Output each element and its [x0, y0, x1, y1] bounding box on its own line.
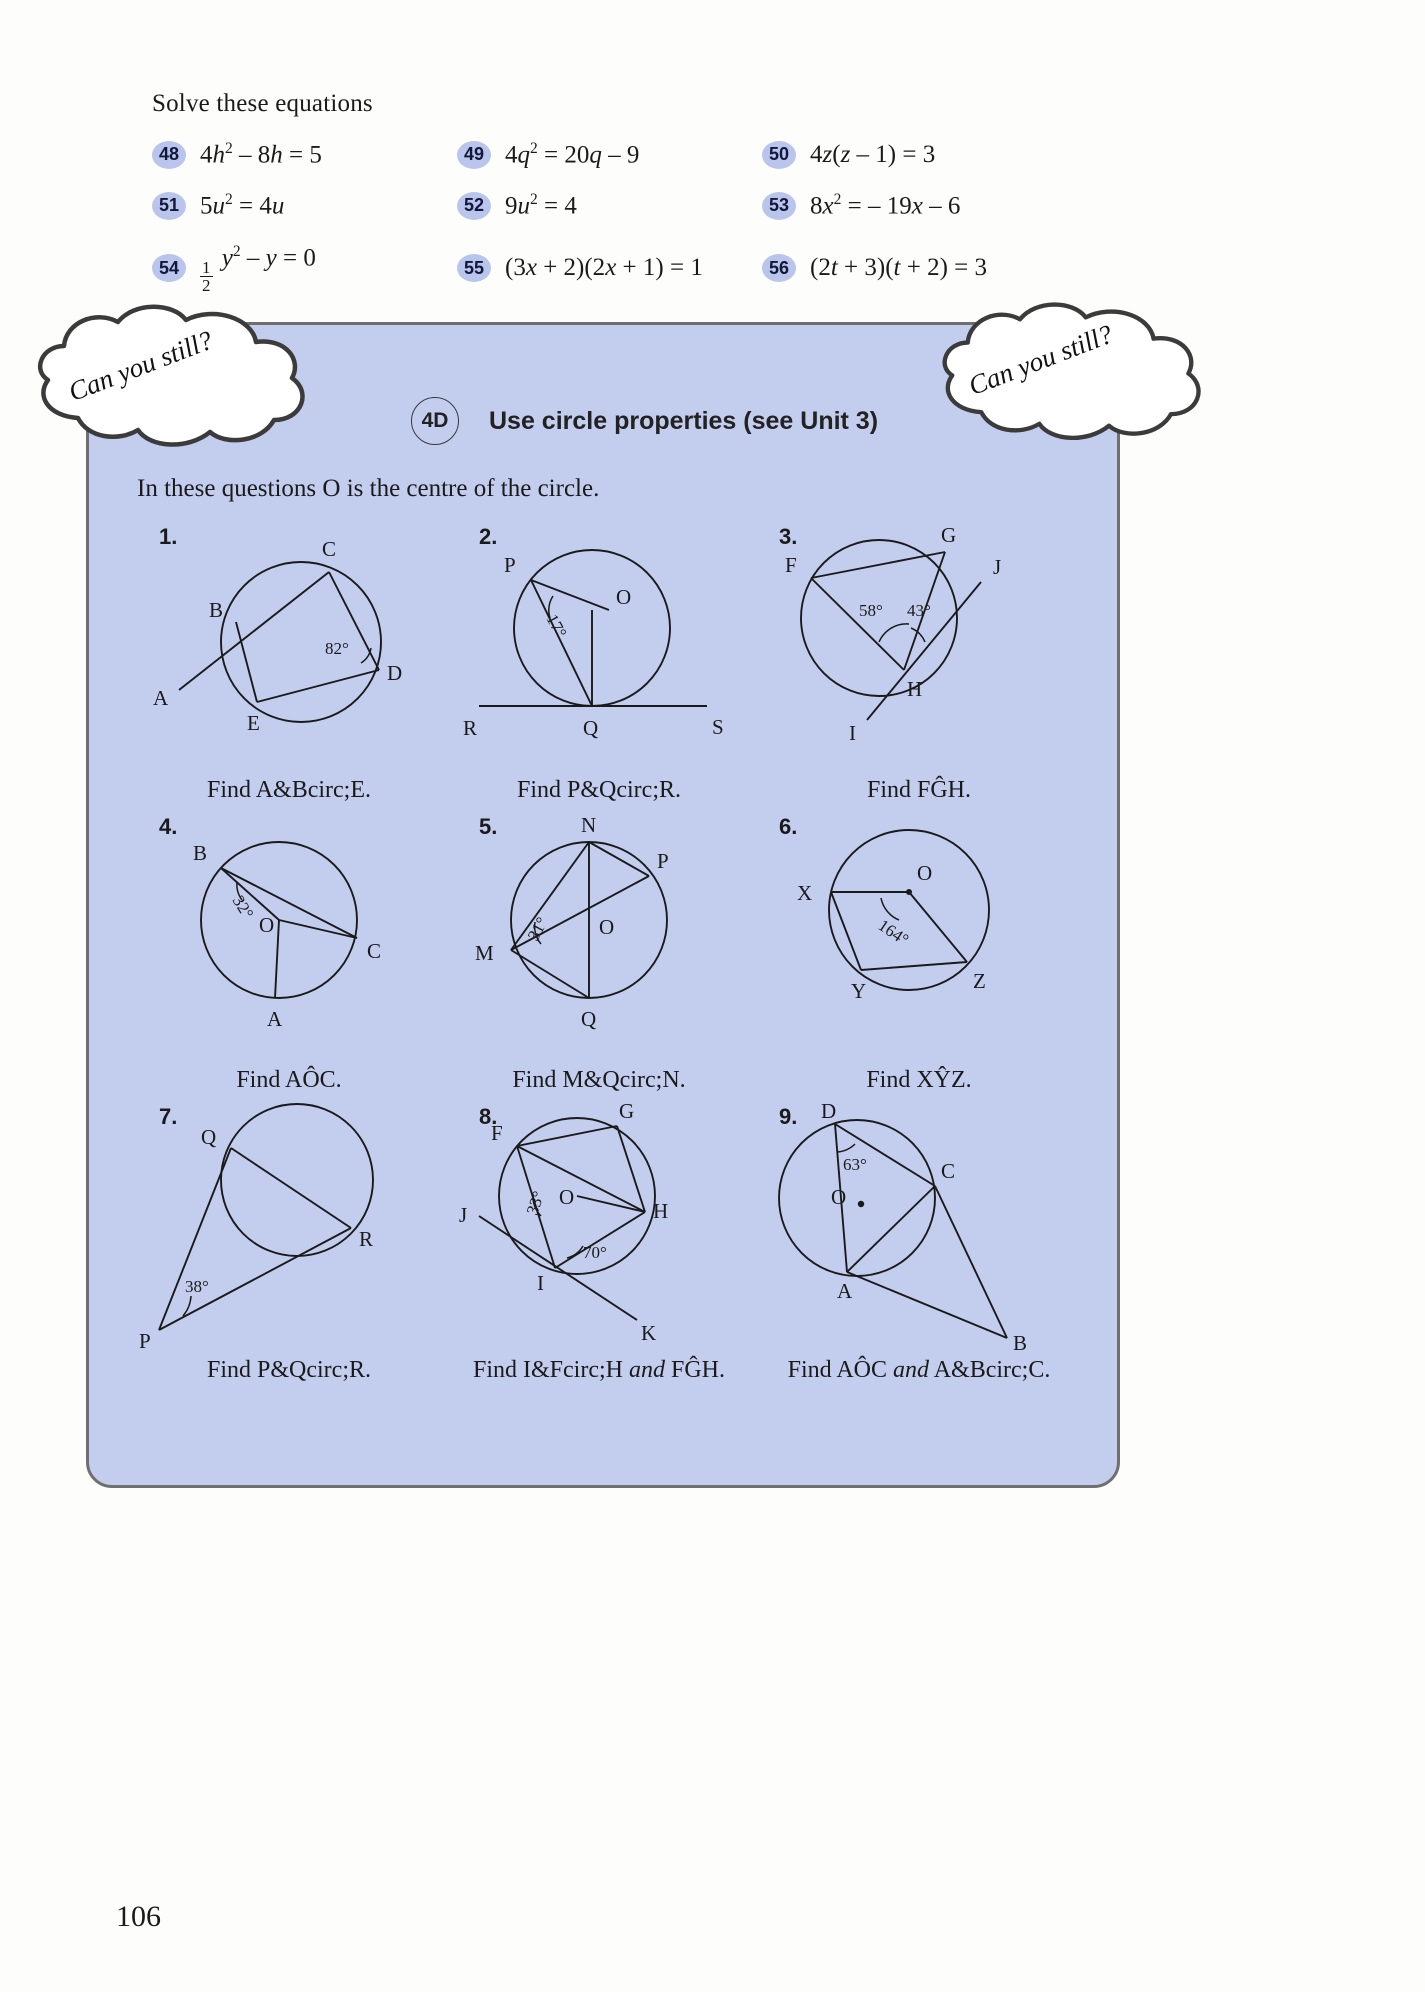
point-label: E: [247, 711, 260, 735]
diagram-1: [129, 520, 449, 770]
equations-section: [152, 90, 1212, 294]
question-caption: Find A&Bcirc;E.: [207, 777, 371, 803]
point-label: X: [797, 881, 813, 905]
point-label: A: [837, 1279, 853, 1303]
diagram-4: [129, 810, 449, 1060]
point-label: Q: [201, 1125, 217, 1149]
point-label: C: [367, 939, 382, 963]
questions-row: [129, 1100, 1089, 1390]
point-label: J: [993, 555, 1002, 579]
question-number: 8.: [479, 1104, 498, 1129]
equation-number: 48: [152, 141, 186, 169]
question-caption: Find FĜH.: [866, 777, 972, 803]
equation-expression: $4h^2 - 8h = 5$: [200, 140, 322, 169]
angle-label: 164°: [874, 915, 913, 950]
question-number: 5.: [479, 814, 498, 839]
angle-label: 82°: [325, 639, 349, 658]
point-label: M: [475, 941, 494, 965]
diagram-2: [449, 520, 749, 770]
equation-number: 53: [762, 192, 796, 220]
equation-number: 51: [152, 192, 186, 220]
point-label: Z: [973, 969, 986, 993]
cloud-text-right: Can you still?: [964, 318, 1117, 402]
equation-item: [152, 243, 457, 294]
point-label: O: [616, 585, 632, 609]
equation-expression: $8x^2$ = – 19x – 6: [810, 191, 961, 220]
cloud-text-left: Can you still?: [64, 324, 217, 408]
section-badge: 4D: [411, 397, 459, 445]
page-number: 106: [116, 1900, 161, 1933]
question-number: 9.: [779, 1104, 798, 1129]
point-label: P: [139, 1329, 151, 1352]
equation-item: [152, 140, 457, 169]
questions-row: [129, 520, 1089, 810]
question-caption: Find XŶZ.: [866, 1067, 972, 1093]
question-cell-6: [749, 810, 1089, 1100]
question-cell-8: [449, 1100, 749, 1390]
cloud-banner-left: [30, 300, 330, 455]
point-label: K: [641, 1321, 657, 1345]
point-label: Q: [581, 1007, 597, 1031]
question-cell-3: [749, 520, 1089, 810]
equation-expression: 4z(z – 1) = 3: [810, 140, 936, 168]
equation-number: 50: [762, 141, 796, 169]
section-title: Use circle properties (see Unit 3): [489, 406, 879, 435]
circle-properties-panel: [86, 322, 1120, 1488]
angle-label: 43°: [907, 601, 931, 620]
angle-label: 58°: [859, 601, 883, 620]
point-label: Q: [583, 716, 599, 740]
equation-item: [457, 140, 762, 169]
point-label: C: [322, 537, 337, 561]
point-label: P: [657, 849, 669, 873]
question-caption: Find P&Qcirc;R.: [516, 777, 681, 803]
equation-item: [457, 243, 762, 294]
question-cell-5: [449, 810, 749, 1100]
point-label: B: [193, 841, 208, 865]
point-label: O: [259, 913, 275, 937]
intro-text: In these questions O is the centre of the circle.: [137, 475, 600, 502]
equation-expression: $4q^2 = 20q - 9$: [505, 140, 640, 169]
diagram-5: [449, 810, 749, 1060]
equation-number: 54: [152, 254, 186, 282]
question-caption: Find AÔC.: [236, 1067, 342, 1093]
diagram-9: [749, 1100, 1089, 1352]
equation-expression: (2t + 3)(t + 2) = 3: [810, 254, 988, 282]
angle-label: 38°: [185, 1277, 209, 1296]
equation-item: [762, 243, 1082, 294]
equation-expression: $5u^2 = 4u$: [200, 191, 285, 220]
equation-expression: $9u^2 = 4$: [505, 191, 577, 220]
point-label: O: [559, 1185, 575, 1209]
equations-grid: [152, 140, 1212, 294]
point-label: Y: [851, 979, 867, 1003]
question-number: 1.: [159, 524, 178, 549]
point-label: S: [712, 715, 724, 739]
angle-label: 32°: [228, 892, 258, 923]
point-label: R: [359, 1227, 374, 1251]
section-header: [411, 397, 878, 445]
point-label: R: [463, 716, 478, 740]
point-label: A: [267, 1007, 283, 1031]
question-number: 6.: [779, 814, 798, 839]
equation-item: [152, 191, 457, 220]
equation-number: 56: [762, 254, 796, 282]
point-label: F: [785, 553, 797, 577]
question-cell-1: [129, 520, 449, 810]
point-label: J: [459, 1203, 468, 1227]
point-label: C: [941, 1159, 956, 1183]
point-label: I: [537, 1271, 544, 1295]
equation-item: [457, 191, 762, 220]
cloud-banner-right: [930, 298, 1230, 448]
point-label: G: [619, 1100, 635, 1123]
equation-expression: (3x + 2)(2x + 1) = 1: [505, 254, 703, 282]
question-caption: Find M&Qcirc;N.: [512, 1067, 686, 1093]
equation-item: [762, 191, 1082, 220]
questions-row: [129, 810, 1089, 1100]
point-label: D: [821, 1100, 837, 1123]
point-label: G: [941, 523, 957, 547]
questions-grid: [129, 520, 1089, 1390]
point-label: I: [849, 721, 856, 745]
question-cell-9: [749, 1100, 1089, 1390]
question-caption: Find P&Qcirc;R.: [206, 1357, 371, 1383]
point-label: H: [653, 1199, 669, 1223]
equation-item: [762, 140, 1082, 169]
equations-heading: Solve these equations: [152, 90, 373, 117]
point-label: A: [153, 686, 169, 710]
point-label: B: [1013, 1331, 1028, 1352]
angle-label: 17°: [542, 610, 571, 641]
equation-number: 49: [457, 141, 491, 169]
question-caption: Find I&Fcirc;H and FĜH.: [472, 1357, 725, 1383]
question-number: 7.: [159, 1104, 178, 1129]
angle-label: 70°: [583, 1243, 607, 1262]
equation-expression: $\frac{1}{2}$ $y^2 - y = 0$: [202, 242, 316, 295]
angle-label: 33°: [522, 1188, 549, 1218]
equation-number: 55: [457, 254, 491, 282]
point-label: O: [917, 861, 933, 885]
point-label: F: [491, 1121, 503, 1145]
diagram-3: [749, 520, 1089, 770]
point-label: O: [831, 1185, 847, 1209]
angle-label: 63°: [843, 1155, 867, 1174]
question-number: 4.: [159, 814, 178, 839]
diagram-8: [449, 1100, 749, 1352]
question-cell-7: [129, 1100, 449, 1390]
point-label: D: [387, 661, 403, 685]
angle-label: 31°: [523, 913, 552, 944]
question-number: 3.: [779, 524, 798, 549]
point-label: O: [599, 915, 615, 939]
equation-number: 52: [457, 192, 491, 220]
question-cell-4: [129, 810, 449, 1100]
point-label: B: [209, 598, 224, 622]
question-number: 2.: [479, 524, 498, 549]
point-label: N: [581, 813, 597, 837]
point-label: H: [907, 677, 923, 701]
question-cell-2: [449, 520, 749, 810]
point-label: P: [504, 553, 516, 577]
diagram-6: [749, 810, 1089, 1060]
question-caption: Find AÔC and A&Bcirc;C.: [787, 1357, 1051, 1383]
diagram-7: [129, 1100, 449, 1352]
